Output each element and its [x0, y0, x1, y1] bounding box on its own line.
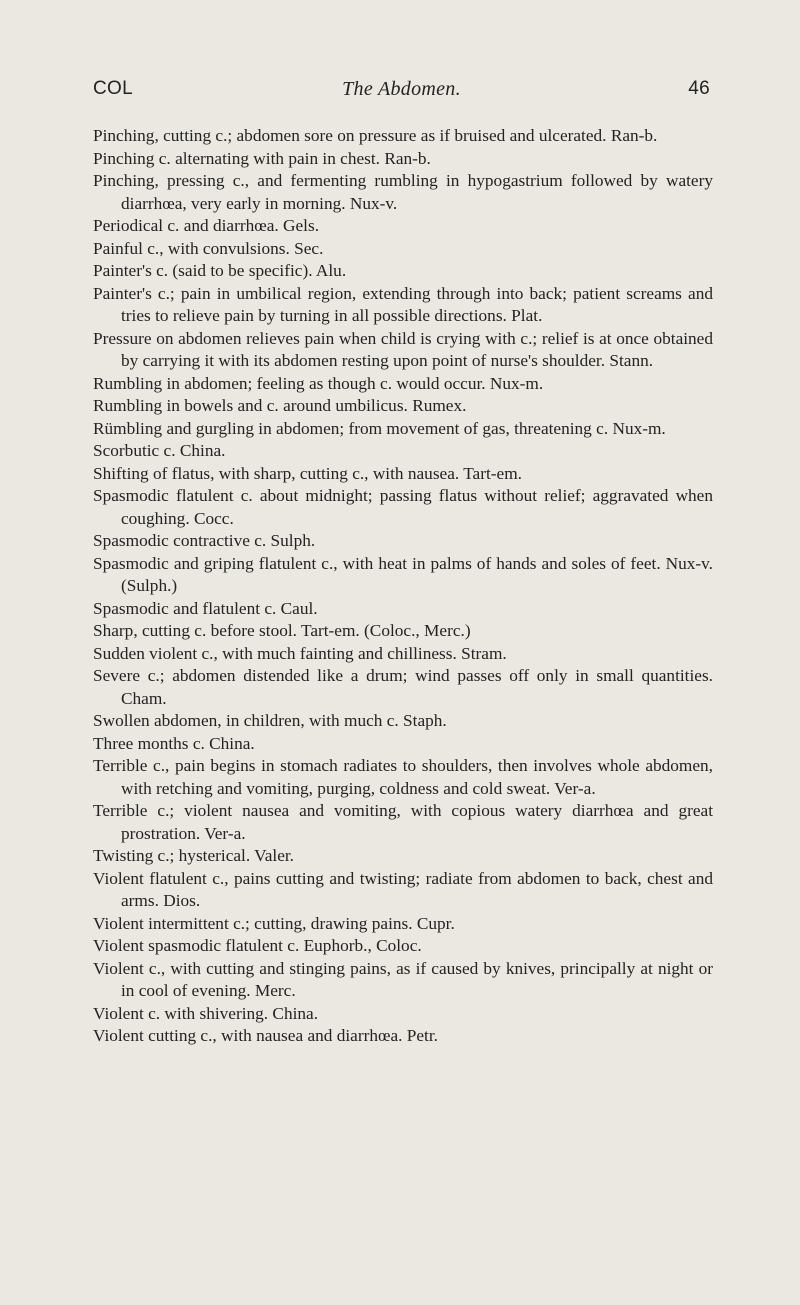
entry: Spasmodic flatulent c. about midnight; passing flatus without relief; aggravated when coughing. Cocc.: [93, 486, 713, 528]
entry: Terrible c., pain begins in stomach radiates to shoulders, then involves whole abdomen, with retching and vomiting, purging, coldness and cold sweat. Ver-a.: [93, 756, 713, 798]
entry: Pinching, pressing c., and fermenting rumbling in hypogastrium followed by watery diarrhœa, very early in morning. Nux-v.: [93, 171, 713, 213]
entry: Scorbutic c. China.: [93, 441, 226, 460]
entry: Violent flatulent c., pains cutting and twisting; radiate from abdomen to back, chest and arms. Dios.: [93, 868, 713, 910]
header-keyword: COL: [93, 78, 133, 99]
header-chapter-title: The Abdomen.: [342, 78, 461, 100]
entry: Severe c.; abdomen distended like a drum; wind passes off only in small quantities. Cham.: [93, 666, 713, 708]
entry: Violent c. with shivering. China.: [93, 1003, 319, 1023]
entry: Rumbling in bowels and c. around umbilicus. Rumex.: [93, 396, 467, 415]
entry: Pinching c. alternating with pain in chest. Ran-b.: [93, 148, 431, 168]
entry: Periodical c. and diarrhœa. Gels.: [93, 216, 320, 235]
entry: Twisting c.; hysterical. Valer.: [93, 846, 295, 865]
entry: Rumbling in abdomen; feeling as though c. would occur. Nux-m.: [93, 373, 544, 393]
entry: Painter's c.; pain in umbilical region, extending through into back; patient screams and tries to relieve pain by turning in all possible directions. Plat.: [93, 283, 713, 325]
entry: Violent c., with cutting and stinging pains, as if caused by knives, principally at night or in cool of evening. Merc.: [93, 958, 713, 1000]
entry: Swollen abdomen, in children, with much c. Staph.: [93, 711, 447, 730]
entry: Spasmodic and flatulent c. Caul.: [93, 598, 318, 618]
entry: Spasmodic contractive c. Sulph.: [93, 531, 316, 550]
entry: Shifting of flatus, with sharp, cutting c., with nausea. Tart-em.: [93, 463, 522, 483]
repertory-entries: [93, 125, 713, 1048]
entry: Terrible c.; violent nausea and vomiting, with copious watery diarrhœa and great prostration. Ver-a.: [93, 801, 713, 843]
entry: Painful c., with convulsions. Sec.: [93, 238, 324, 258]
entry: Violent spasmodic flatulent c. Euphorb., Coloc.: [93, 936, 422, 955]
entry: Pinching, cutting c.; abdomen sore on pressure as if bruised and ulcerated. Ran-b.: [93, 126, 658, 145]
entry: Painter's c. (said to be specific). Alu.: [93, 261, 347, 280]
entry: Sharp, cutting c. before stool. Tart-em. (Coloc., Merc.): [93, 621, 471, 640]
entry: Violent cutting c., with nausea and diarrhœa. Petr.: [93, 1026, 438, 1045]
entry: Rümbling and gurgling in abdomen; from movement of gas, threatening c. Nux-m.: [93, 418, 666, 438]
entry: Violent intermittent c.; cutting, drawing pains. Cupr.: [93, 913, 455, 933]
entry: Sudden violent c., with much fainting and chilliness. Stram.: [93, 643, 507, 663]
entry: Three months c. China.: [93, 733, 255, 753]
entry: Spasmodic and griping flatulent c., with heat in palms of hands and soles of feet. Nux-v. (Sulph.): [93, 553, 713, 595]
page-number: 46: [688, 78, 710, 99]
running-header: [93, 78, 710, 106]
entry: Pressure on abdomen relieves pain when child is crying with c.; relief is at once obtained by carrying it with its abdomen resting upon point of nurse's shoulder. Stann.: [93, 328, 713, 370]
